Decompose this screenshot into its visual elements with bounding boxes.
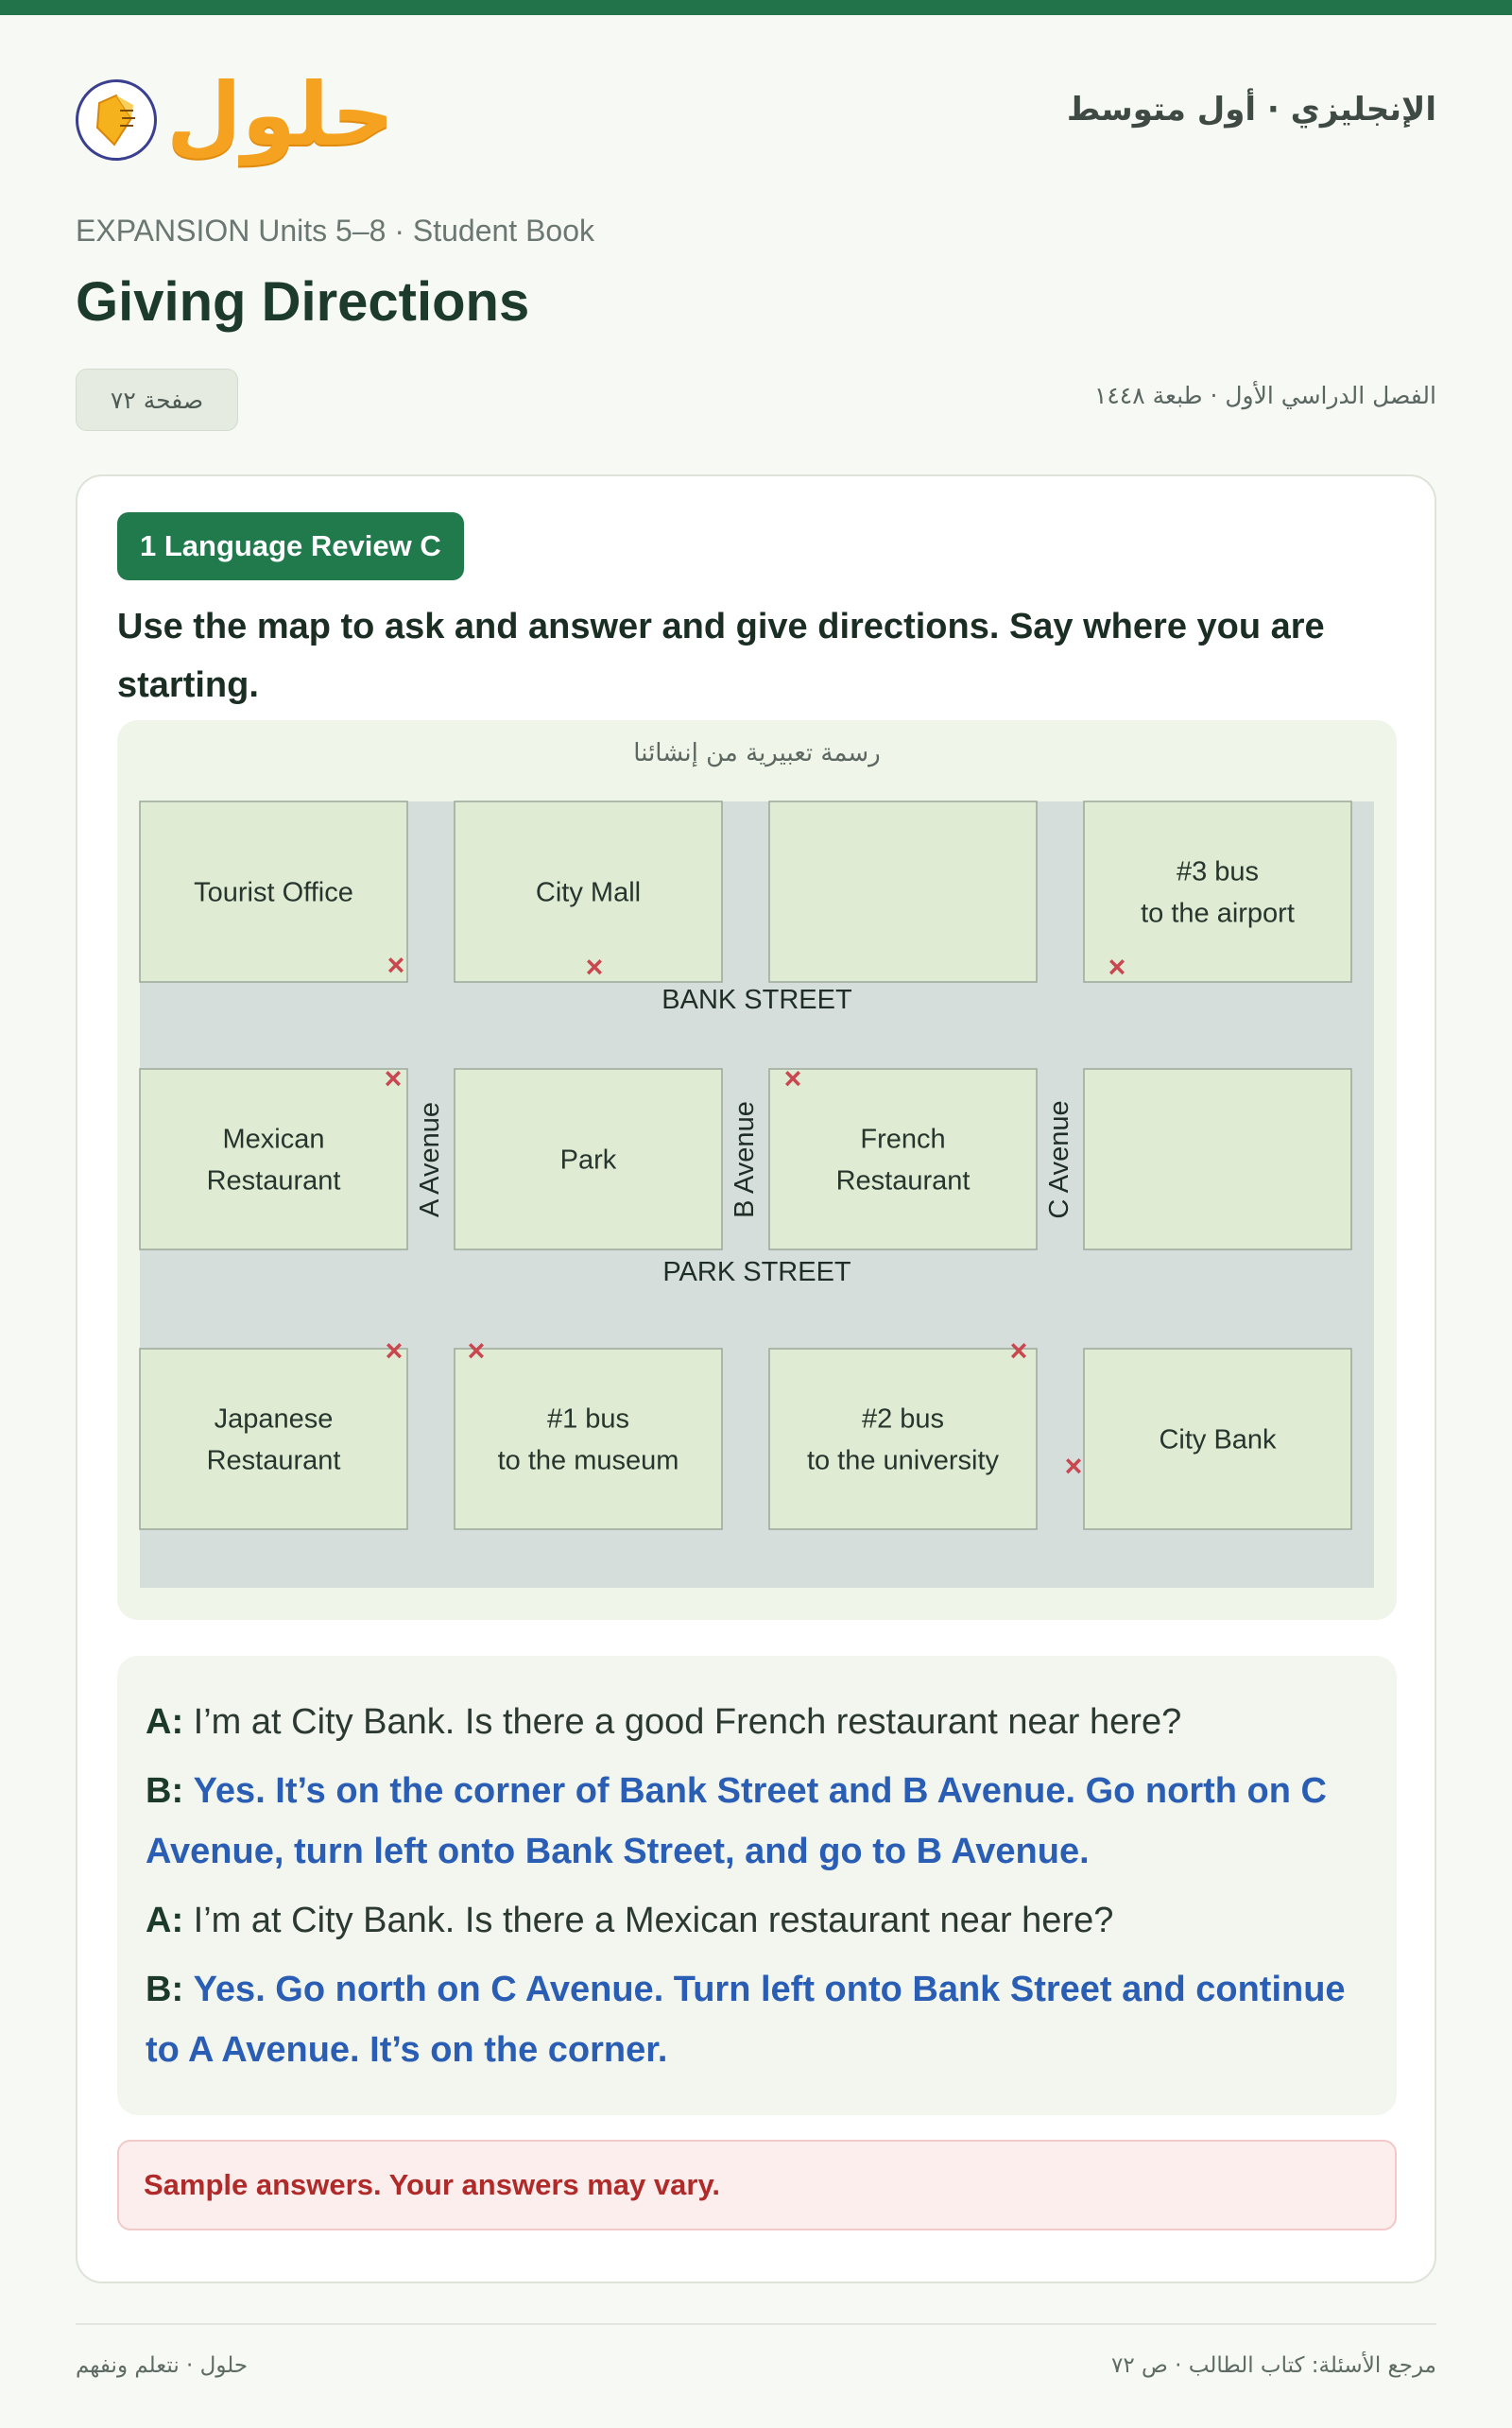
x-marker-icon: × [387, 948, 405, 982]
map-block [769, 801, 1037, 982]
x-marker-icon: × [1009, 1334, 1028, 1368]
map-street-label: PARK STREET [662, 1257, 851, 1287]
map-block-label: to the airport [1141, 898, 1295, 929]
map-block [140, 1349, 407, 1529]
map-block [1084, 1069, 1351, 1249]
footer-tagline: حلول · نتعلم ونفهم [76, 2353, 249, 2378]
exercise-instruction: Use the map to ask and answer and give directions. Say where you are starting. [117, 607, 1325, 705]
x-marker-icon: × [783, 1061, 802, 1095]
map-avenue-label: C Avenue [1044, 1100, 1074, 1219]
footer-divider [76, 2323, 1436, 2325]
speaker-label: B: [146, 1771, 184, 1811]
speaker-label: A: [146, 1901, 184, 1940]
map-street-label: BANK STREET [662, 985, 852, 1015]
dialogue-line [146, 1959, 1368, 2080]
map-block-label: Restaurant [206, 1445, 341, 1476]
x-marker-icon: × [1064, 1449, 1083, 1483]
x-marker-icon: × [467, 1334, 486, 1368]
map-block-label: City Mall [535, 877, 642, 908]
speaker-label: B: [146, 1970, 184, 2009]
map-block-label: Tourist Office [194, 877, 353, 908]
dialogue-line [146, 1692, 1368, 1752]
logo-wordmark: حلول [166, 64, 395, 165]
dialogue-box [117, 1656, 1397, 2115]
x-marker-icon: × [385, 1334, 404, 1368]
top-accent-bar [0, 0, 1512, 15]
book-icon [76, 79, 157, 161]
map-block-label: City Bank [1159, 1424, 1277, 1455]
dialogue-line [146, 1890, 1368, 1951]
map-block-label: #1 bus [546, 1403, 630, 1435]
dialogue-answer: Yes. Go north on C Avenue. Turn left onto Bank Street and continue to A Avenue. It’s on the corner. [146, 1970, 1346, 2070]
x-marker-icon: × [1108, 950, 1126, 984]
map-avenue-label: B Avenue [730, 1101, 760, 1218]
section-badge: 1 Language Review C [117, 512, 464, 580]
map-caption: رسمة تعبيرية من إنشائنا [633, 739, 881, 767]
map-block-label: French [860, 1124, 946, 1155]
term-edition: الفصل الدراسي الأول · طبعة ١٤٤٨ [1093, 382, 1436, 409]
map-block-label: Park [559, 1145, 617, 1176]
site-logo[interactable] [76, 64, 395, 170]
map-block [769, 1069, 1037, 1249]
map-block-label: Japanese [214, 1403, 334, 1435]
map-block-label: Restaurant [835, 1165, 971, 1197]
x-marker-icon: × [585, 950, 604, 984]
map-block-label: to the university [806, 1445, 1000, 1476]
map-block-label: Restaurant [206, 1165, 341, 1197]
map-block [455, 1349, 722, 1529]
dialogue-text: I’m at City Bank. Is there a good French restaurant near here? [193, 1702, 1182, 1742]
map-block [140, 1069, 407, 1249]
map-block-label: Mexican [222, 1124, 325, 1155]
map-block-label: #3 bus [1176, 856, 1260, 887]
map-block [769, 1349, 1037, 1529]
footer-reference: مرجع الأسئلة: كتاب الطالب · ص ٧٢ [1110, 2353, 1436, 2378]
book-reference: EXPANSION Units 5–8 · Student Book [76, 214, 594, 248]
subject-label: الإنجليزي · أول متوسط [1066, 91, 1436, 129]
map-block-label: #2 bus [861, 1403, 945, 1435]
dialogue-answer: Yes. It’s on the corner of Bank Street and B Avenue. Go north on C Avenue, turn left onto Bank Street, and go to B Avenue. [146, 1771, 1327, 1871]
map-block-label: to the museum [497, 1445, 679, 1476]
map-drawing [117, 720, 1397, 1620]
exercise-card [76, 474, 1436, 2283]
street-map [117, 720, 1397, 1620]
x-marker-icon: × [384, 1061, 403, 1095]
map-avenue-label: A Avenue [415, 1101, 445, 1218]
sample-answers-note: Sample answers. Your answers may vary. [117, 2140, 1397, 2230]
speaker-label: A: [146, 1702, 184, 1742]
page-title: Giving Directions [76, 271, 530, 333]
dialogue-line [146, 1761, 1368, 1882]
dialogue-text: I’m at City Bank. Is there a Mexican restaurant near here? [193, 1901, 1114, 1940]
page-number-badge: صفحة ٧٢ [76, 369, 238, 431]
